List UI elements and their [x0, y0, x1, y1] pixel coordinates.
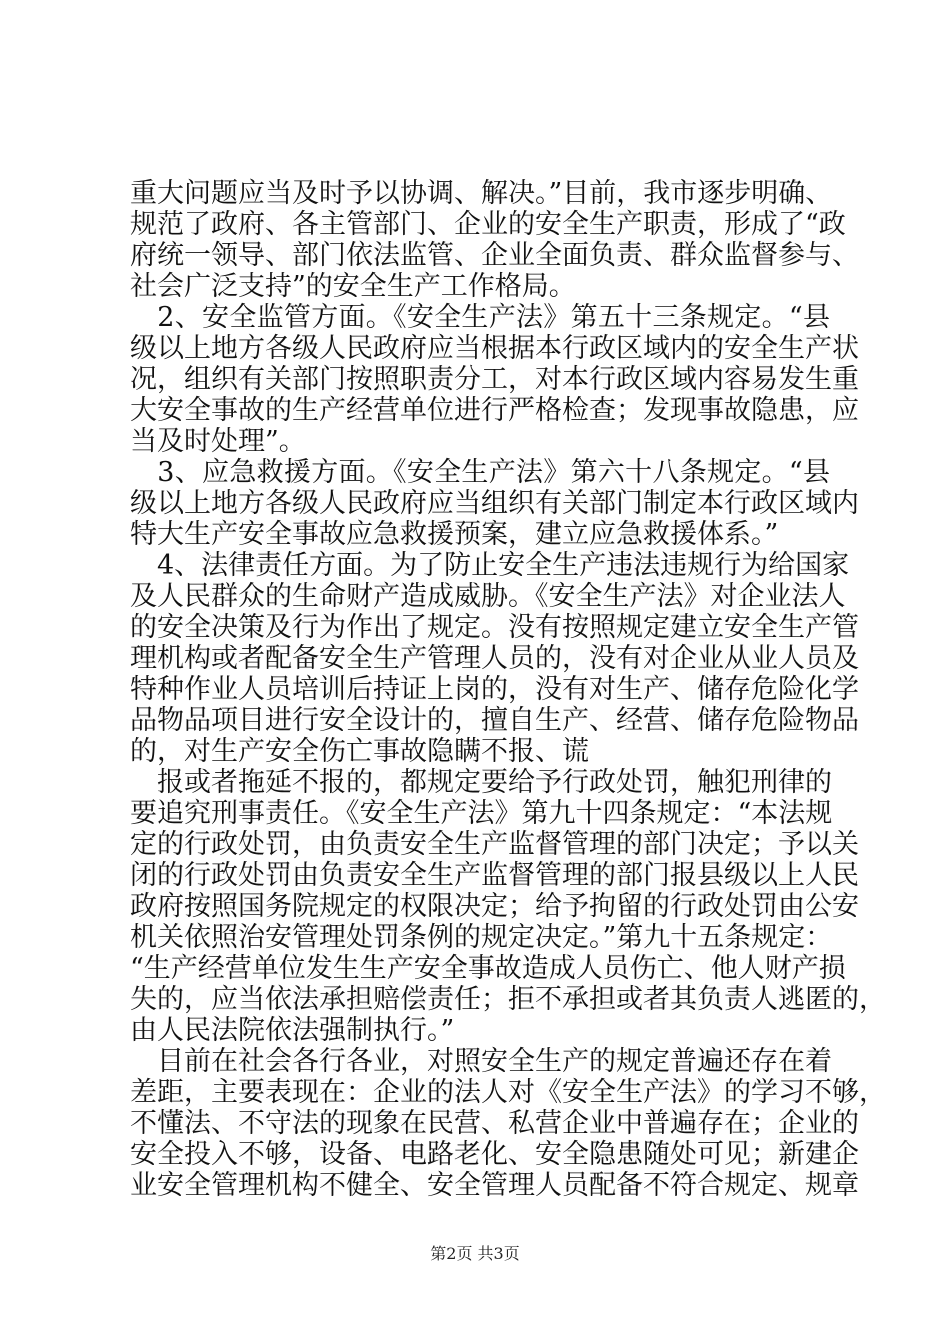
text-line: 特种作业人员培训后持证上岗的，没有对生产、储存危险化学 [130, 674, 859, 705]
text-line: 特大生产安全事故应急救援预案，建立应急救援体系。” [130, 519, 779, 550]
text-line: 差距，主要表现在：企业的法人对《安全生产法》的学习不够， [130, 1077, 886, 1108]
text-line: 要追究刑事责任。《安全生产法》第九十四条规定：“本法规 [130, 798, 833, 829]
text-line: 规范了政府、各主管部门、企业的安全生产职责，形成了“政 [130, 209, 846, 240]
text-line: 3、应急救援方面。《安全生产法》第六十八条规定。“县 [130, 457, 830, 488]
text-line: 闭的行政处罚由负责安全生产监督管理的部门报县级以上人民 [130, 860, 859, 891]
document-body [130, 178, 886, 1201]
text-line: 失的，应当依法承担赔偿责任；拒不承担或者其负责人逃匿的， [130, 984, 886, 1015]
text-line: 报或者拖延不报的，都规定要给予行政处罚，触犯刑律的 [130, 767, 832, 798]
text-line: 社会广泛支持”的安全生产工作格局。 [130, 271, 576, 302]
text-line: 由人民法院依法强制执行。” [130, 1015, 455, 1046]
text-line: 级以上地方各级人民政府应当组织有关部门制定本行政区域内 [130, 488, 859, 519]
text-line: 定的行政处罚，由负责安全生产监督管理的部门决定；予以关 [130, 829, 859, 860]
text-line: 大安全事故的生产经营单位进行严格检查；发现事故隐患，应 [130, 395, 859, 426]
text-line: 当及时处理”。 [130, 426, 306, 457]
text-line: 的安全决策及行为作出了规定。没有按照规定建立安全生产管 [130, 612, 859, 643]
text-line: 2、安全监管方面。《安全生产法》第五十三条规定。“县 [130, 302, 830, 333]
text-line: 重大问题应当及时予以协调、解决。”目前，我市逐步明确、 [130, 178, 833, 209]
text-line: 4、法律责任方面。为了防止安全生产违法违规行为给国家 [130, 550, 850, 581]
text-line: “生产经营单位发生生产安全事故造成人员伤亡、他人财产损 [130, 953, 846, 984]
text-line: 府统一领导、部门依法监管、企业全面负责、群众监督参与、 [130, 240, 859, 271]
text-line: 品物品项目进行安全设计的，擅自生产、经营、储存危险物品 [130, 705, 859, 736]
text-line: 政府按照国务院规定的权限决定；给予拘留的行政处罚由公安 [130, 891, 859, 922]
page-number-footer: 第2页 共3页 [430, 1244, 520, 1263]
text-line: 及人民群众的生命财产造成威胁。《安全生产法》对企业法人 [130, 581, 846, 612]
text-line: 况，组织有关部门按照职责分工，对本行政区域内容易发生重 [130, 364, 859, 395]
text-line: 机关依照治安管理处罚条例的规定决定。”第九十五条规定： [130, 922, 833, 953]
text-line: 理机构或者配备安全生产管理人员的，没有对企业从业人员及 [130, 643, 859, 674]
text-line: 业安全管理机构不健全、安全管理人员配备不符合规定、规章 [130, 1170, 859, 1201]
text-line: 的，对生产安全伤亡事故隐瞒不报、谎 [130, 736, 589, 767]
text-line: 级以上地方各级人民政府应当根据本行政区域内的安全生产状 [130, 333, 859, 364]
text-line: 不懂法、不守法的现象在民营、私营企业中普遍存在；企业的 [130, 1108, 859, 1139]
text-line: 目前在社会各行各业，对照安全生产的规定普遍还存在着 [130, 1046, 832, 1077]
text-line: 安全投入不够，设备、电路老化、安全隐患随处可见；新建企 [130, 1139, 859, 1170]
